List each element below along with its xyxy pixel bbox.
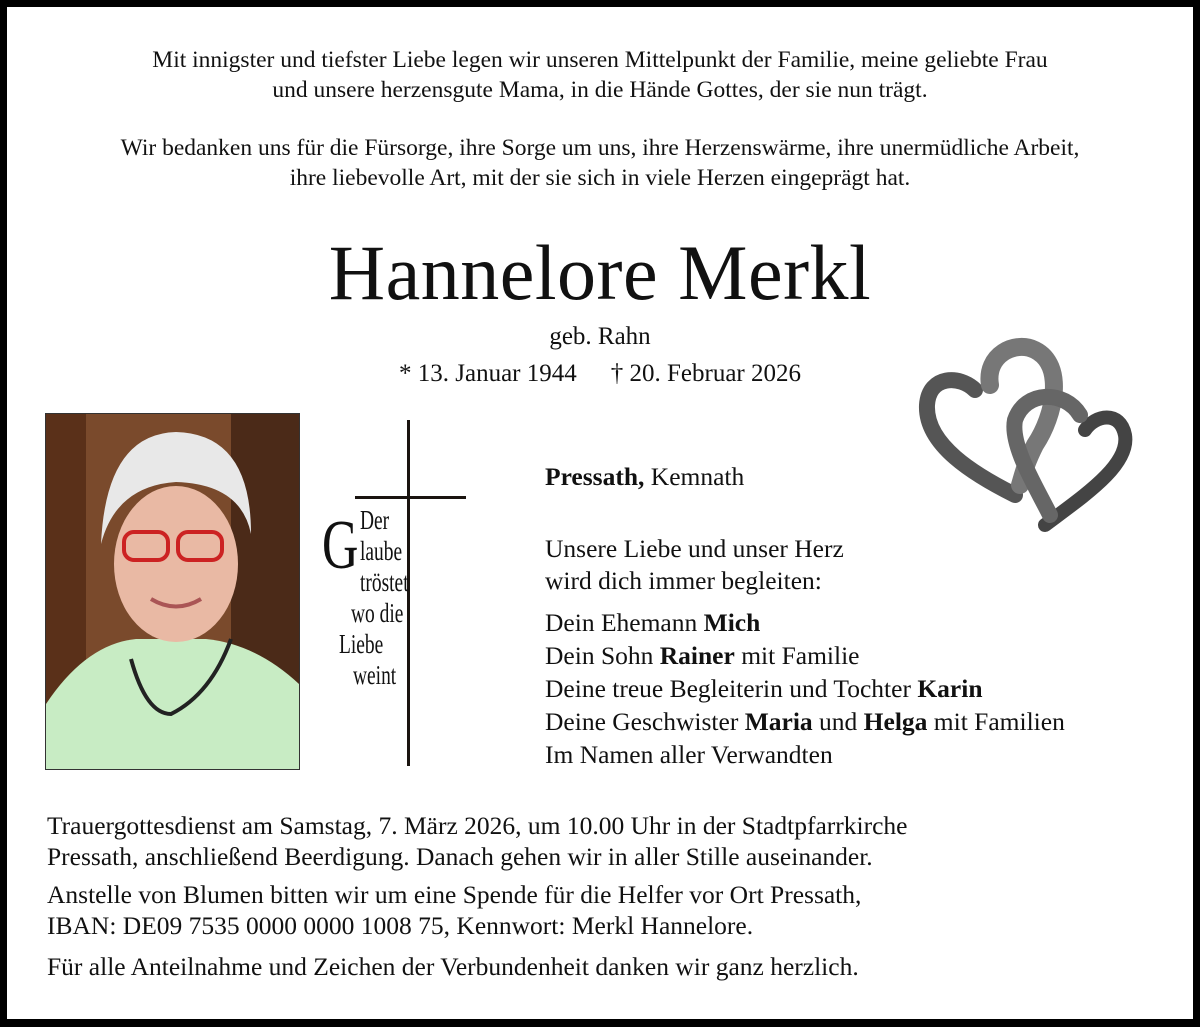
places (545, 460, 744, 493)
intro-line: Wir bedanken uns für die Fürsorge, ihre Sorge um uns, ihre Herzenswärme, ihre unermüdliche Arbeit, (120, 135, 1080, 161)
service-line: Trauergottesdienst am Samstag, 7. März 2026, um 10.00 Uhr in der Stadtpfarrkirche (47, 811, 908, 840)
birth-date: * 13. Januar 1944 (399, 360, 577, 387)
death-date: † 20. Februar 2026 (610, 360, 801, 387)
message-line: Unsere Liebe und unser Herz (545, 534, 844, 563)
mourner-line: Deine treue Begleiterin und Tochter Karin (545, 674, 983, 703)
mourner-line: Dein Ehemann Mich (545, 608, 761, 637)
two-hearts-icon (915, 335, 1145, 540)
verse-line: weint (353, 660, 397, 690)
verse-line: laube (360, 536, 403, 566)
verse-line: Der (360, 505, 390, 535)
intro-line: ihre liebevolle Art, mit der sie sich in viele Herzen eingeprägt hat. (289, 165, 911, 191)
place-secondary: Kemnath (644, 462, 745, 491)
donation-info (47, 879, 861, 941)
service-line: Pressath, anschließend Beerdigung. Danach gehen wir in aller Stille auseinander. (47, 842, 873, 871)
message-line: wird dich immer begleiten: (545, 566, 822, 595)
verse-line: tröstet (360, 567, 409, 597)
intro-line: und unsere herzensgute Mama, in die Hände Gottes, der sie nun trägt. (272, 77, 928, 103)
mourner-line: Dein Sohn Rainer mit Familie (545, 641, 860, 670)
mourner-line: Im Namen aller Verwandten (545, 740, 833, 769)
service-info (47, 810, 907, 872)
place-main: Pressath, (545, 462, 645, 491)
intro-paragraph-2 (0, 133, 1200, 193)
donation-line: Anstelle von Blumen bitten wir um eine Spende für die Helfer vor Ort Pressath, (47, 880, 862, 909)
birth-name: geb. Rahn (549, 323, 651, 350)
donation-line: IBAN: DE09 7535 0000 0000 1008 75, Kennwort: Merkl Hannelore. (47, 911, 754, 940)
mourners-list (545, 606, 1065, 771)
intro-line: Mit innigster und tiefster Liebe legen wir unseren Mittelpunkt der Familie, meine geliebte Frau (152, 47, 1048, 73)
mourner-line: Deine Geschwister Maria und Helga mit Familien (545, 707, 1065, 736)
verse-line: wo die (351, 598, 404, 628)
verse-line: Liebe (339, 629, 384, 659)
verse-initial: G (322, 507, 359, 584)
thanks-line: Für alle Anteilnahme und Zeichen der Verbundenheit danken wir ganz herzlich. (47, 952, 859, 981)
portrait-photo (45, 413, 300, 770)
intro-paragraph-1 (0, 45, 1200, 105)
deceased-name: Hannelore Merkl (328, 229, 872, 316)
farewell-message (545, 533, 844, 597)
